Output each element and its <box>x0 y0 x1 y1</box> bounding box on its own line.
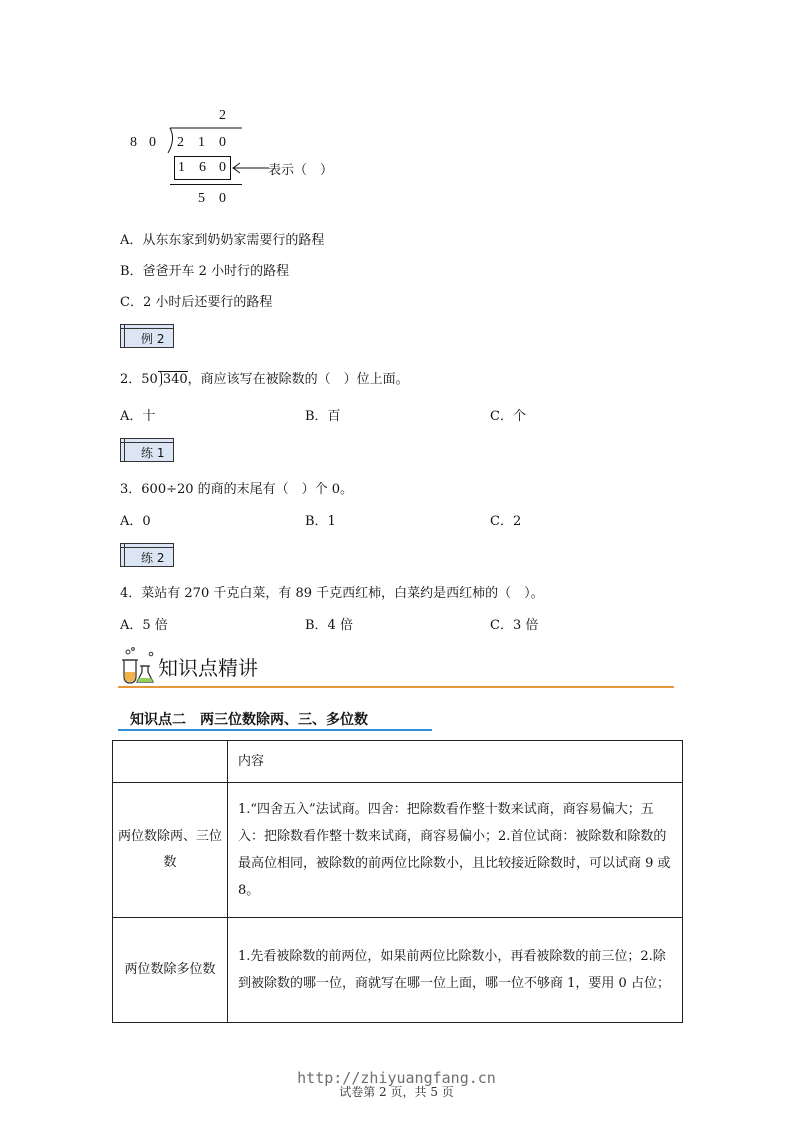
question-3: 3．600÷20 的商的末尾有（ ）个 0。 <box>120 482 354 497</box>
table-row-label: 两位数除多位数 <box>113 918 228 1023</box>
question-2 <box>120 368 409 387</box>
q2-option-b: B．百 <box>305 409 341 424</box>
arrow-left-icon <box>231 161 271 175</box>
tag-practice-2 <box>120 543 174 567</box>
dividend-digit: 0 <box>219 135 226 150</box>
table-row-content: 1.“四舍五入”法试商。四舍：把除数看作整十数来试商，商容易偏大；五入：把除数看作整十数来试商，商容易偏小；2.首位试商：被除数和除数的最高位相同，被除数的前两位比除数小，且比较接近除数时，可以试商 9 或 8。 <box>228 783 683 918</box>
table-row-label: 两位数除两、三位数 <box>113 783 228 918</box>
dividend-digit: 1 <box>198 135 205 150</box>
q2-option-c: C．个 <box>490 409 526 424</box>
page-number: 试卷第 2 页，共 5 页 <box>339 1085 454 1099</box>
table-row <box>113 918 683 1023</box>
question-4: 4．菜站有 270 千克白菜，有 89 千克西红柿，白菜约是西红柿的（ ）。 <box>120 586 544 601</box>
subtraction-line <box>170 184 242 185</box>
q2-divisor: 50 <box>141 372 158 387</box>
q2-number: 2． <box>120 372 142 387</box>
banner-underline <box>118 686 674 688</box>
arrow-label: 表示（ ） <box>268 163 334 178</box>
remainder-digit: 0 <box>219 191 226 206</box>
tag-practice-1 <box>120 438 174 462</box>
flask-icon <box>118 646 158 686</box>
q2-option-a: A．十 <box>120 409 156 424</box>
q3-option-b: B．1 <box>305 514 336 529</box>
q4-option-a: A．5 倍 <box>120 618 168 633</box>
tag-label: 练 2 <box>141 551 165 565</box>
table-row-content: 1.先看被除数的前两位，如果前两位比除数小，再看被除数的前三位；2.除到被除数的哪一位，商就写在哪一位上面，哪一位不够商 1，要用 0 占位； <box>228 918 683 1023</box>
q4-option-c: C．3 倍 <box>490 618 539 633</box>
q3-option-a: A．0 <box>120 514 151 529</box>
product-digit: 6 <box>199 160 206 175</box>
tag-example-2 <box>120 324 174 348</box>
q4-option-b: B．4 倍 <box>305 618 353 633</box>
q1-option-b: B．爸爸开车 2 小时行的路程 <box>120 264 290 279</box>
table-header-cell <box>113 741 228 783</box>
product-digit: 1 <box>178 160 185 175</box>
table-row <box>113 783 683 918</box>
remainder-digit: 5 <box>198 191 205 206</box>
q2-dividend-bracket <box>158 371 188 387</box>
subtitle-underline <box>118 729 432 731</box>
q3-option-c: C．2 <box>490 514 522 529</box>
knowledge-table <box>112 740 683 1023</box>
q2-text: ，商应该写在被除数的（ ）位上面。 <box>187 372 409 387</box>
watermark-url: http://zhiyuangfang.cn <box>297 1069 496 1087</box>
q1-option-a: A．从东东家到奶奶家需要行的路程 <box>120 233 325 248</box>
section-banner-title: 知识点精讲 <box>158 656 258 680</box>
divisor-digit: 0 <box>149 135 156 150</box>
divisor-digit: 8 <box>130 135 137 150</box>
q2-dividend: 340 <box>162 372 188 387</box>
dividend-digit: 2 <box>177 135 184 150</box>
table-header-cell: 内容 <box>228 741 683 783</box>
product-digit: 0 <box>219 160 226 175</box>
table-header-row <box>113 741 683 783</box>
q1-option-c: C．2 小时后还要行的路程 <box>120 295 273 310</box>
tag-label: 例 2 <box>141 332 165 346</box>
quotient-digit: 2 <box>219 108 226 123</box>
tag-label: 练 1 <box>141 446 165 460</box>
section-subtitle: 知识点二 两三位数除两、三、多位数 <box>130 712 368 728</box>
